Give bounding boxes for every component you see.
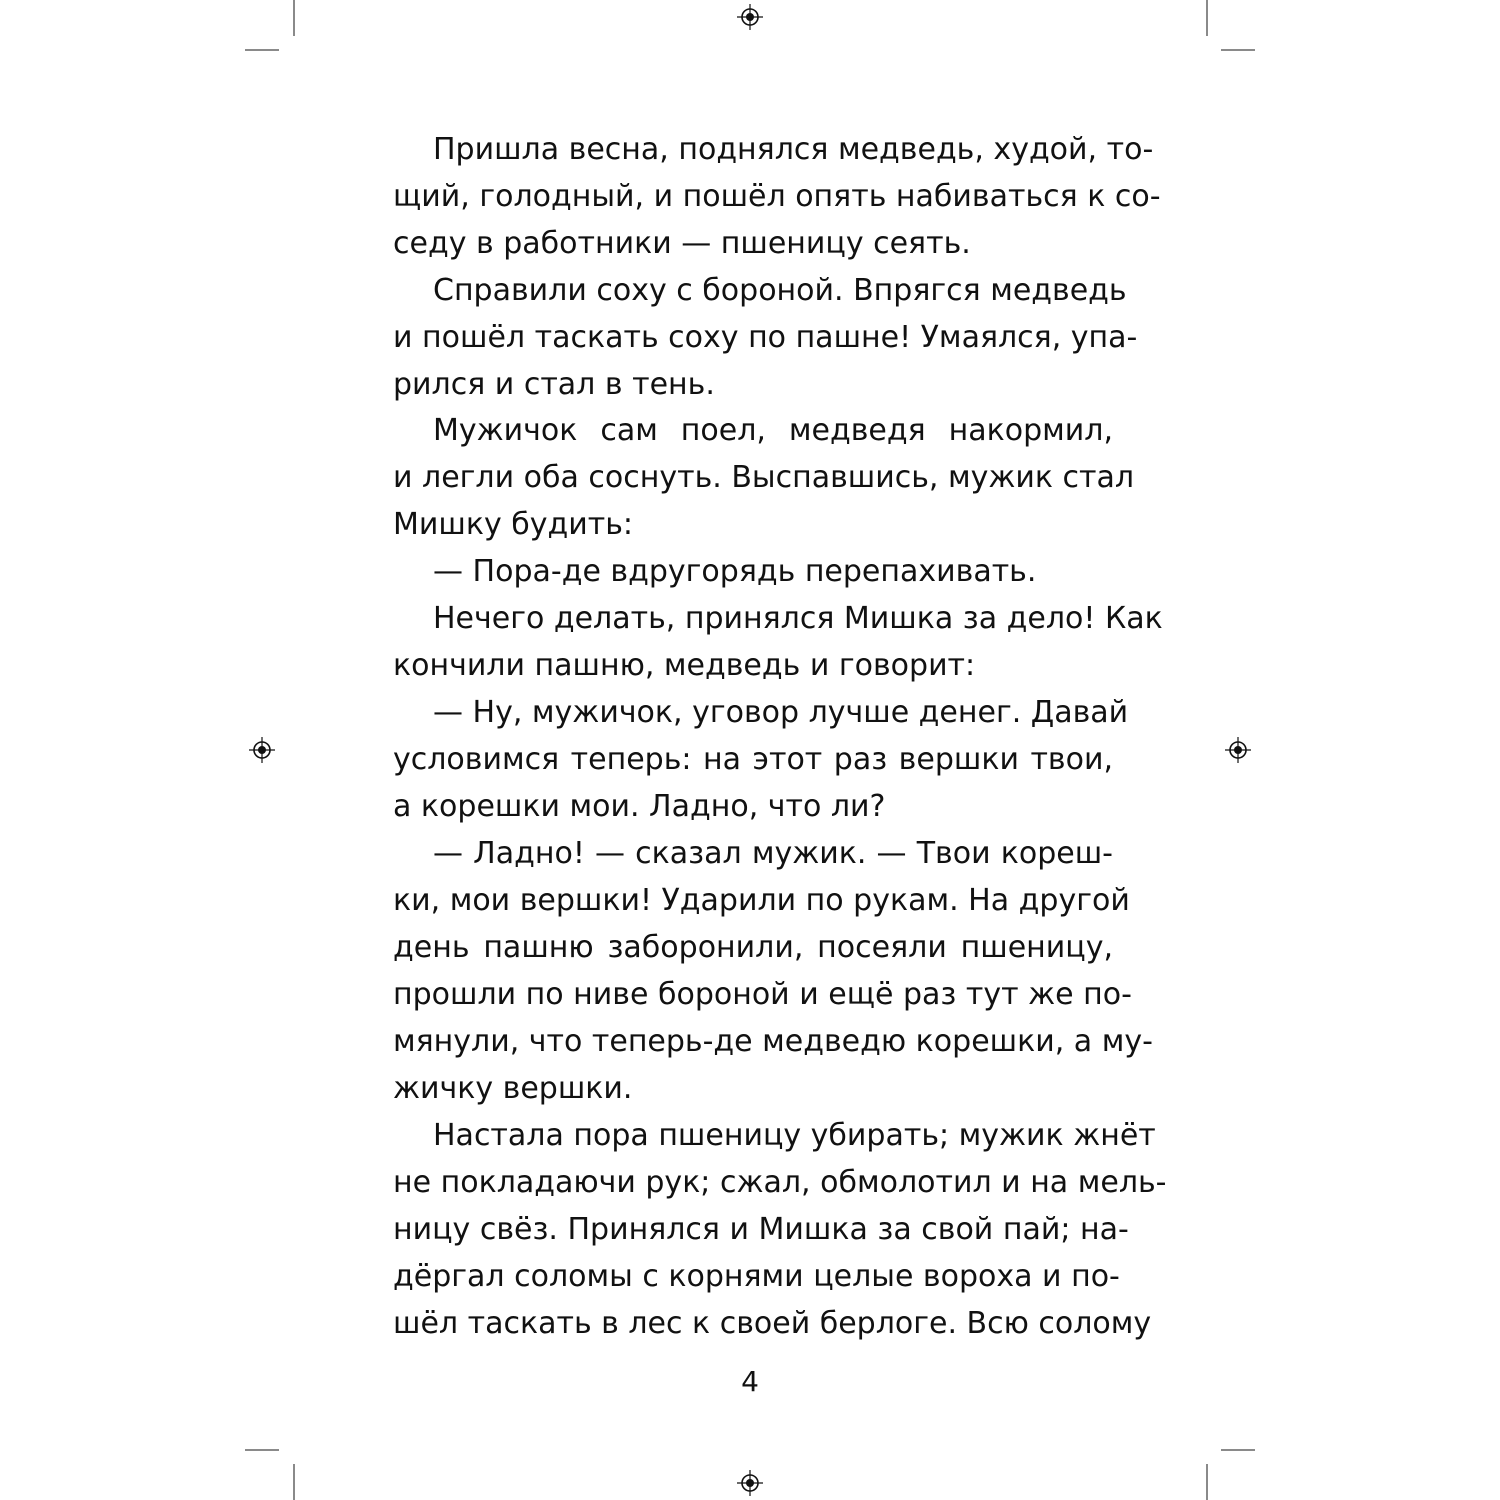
text-line: Нечего делать, принялся Мишка за дело! Как (433, 601, 1163, 636)
crop-mark-bottom-left-horizontal (245, 1449, 279, 1451)
text-line: Пришла весна, поднялся медведь, худой, то- (433, 132, 1154, 167)
crop-mark-top-left-vertical (293, 0, 295, 36)
text-line: а корешки мои. Ладно, что ли? (393, 789, 886, 824)
text-line: ки, мои вершки! Ударили по рукам. На другой (393, 883, 1130, 918)
text-line: рился и стал в тень. (393, 367, 715, 402)
text-line: — Ну, мужичок, уговор лучше денег. Давай (433, 695, 1129, 730)
registration-mark-bottom (737, 1470, 763, 1496)
text-line: и легли оба соснуть. Выспавшись, мужик стал (393, 460, 1135, 495)
text-line: прошли по ниве бороной и ещё раз тут же по- (393, 977, 1132, 1012)
text-line: Мишку будить: (393, 507, 633, 542)
crop-mark-bottom-right-horizontal (1221, 1449, 1255, 1451)
text-line: жичку вершки. (393, 1071, 633, 1106)
registration-mark-left (249, 737, 275, 763)
text-line: — Ладно! — сказал мужик. — Твои кореш- (433, 836, 1113, 871)
text-line: шёл таскать в лес к своей берлоге. Всю солому (393, 1306, 1152, 1341)
text-line: условимся теперь: на этот раз вершки твои, (393, 742, 1113, 777)
crop-mark-top-right-horizontal (1221, 49, 1255, 51)
crop-mark-top-right-vertical (1206, 0, 1208, 36)
crop-mark-top-left-horizontal (245, 49, 279, 51)
text-line: седу в работники — пшеницу сеять. (393, 226, 971, 261)
registration-mark-top (737, 4, 763, 30)
text-line: Справили соху с бороной. Впрягся медведь (433, 273, 1127, 308)
text-line: мянули, что теперь-де медведю корешки, а му- (393, 1024, 1153, 1059)
crop-mark-bottom-left-vertical (293, 1464, 295, 1500)
text-line: дёргал соломы с корнями целые вороха и по- (393, 1259, 1120, 1294)
registration-mark-right (1225, 737, 1251, 763)
text-line: Настала пора пшеницу убирать; мужик жнёт (433, 1118, 1156, 1153)
text-line: Мужичок сам поел, медведя накормил, (433, 413, 1113, 448)
text-line: не покладаючи рук; сжал, обмолотил и на мель- (393, 1165, 1167, 1200)
text-line: ницу свёз. Принялся и Мишка за свой пай; на- (393, 1212, 1129, 1247)
text-line: и пошёл таскать соху по пашне! Умаялся, упа- (393, 320, 1138, 355)
text-line: — Пора-де вдругорядь перепахивать. (433, 554, 1037, 589)
page-number: 4 (741, 1365, 759, 1398)
crop-mark-bottom-right-vertical (1206, 1464, 1208, 1500)
text-line: щий, голодный, и пошёл опять набиваться к со- (393, 179, 1161, 214)
text-line: кончили пашню, медведь и говорит: (393, 648, 976, 683)
text-line: день пашню заборонили, посеяли пшеницу, (393, 930, 1113, 965)
